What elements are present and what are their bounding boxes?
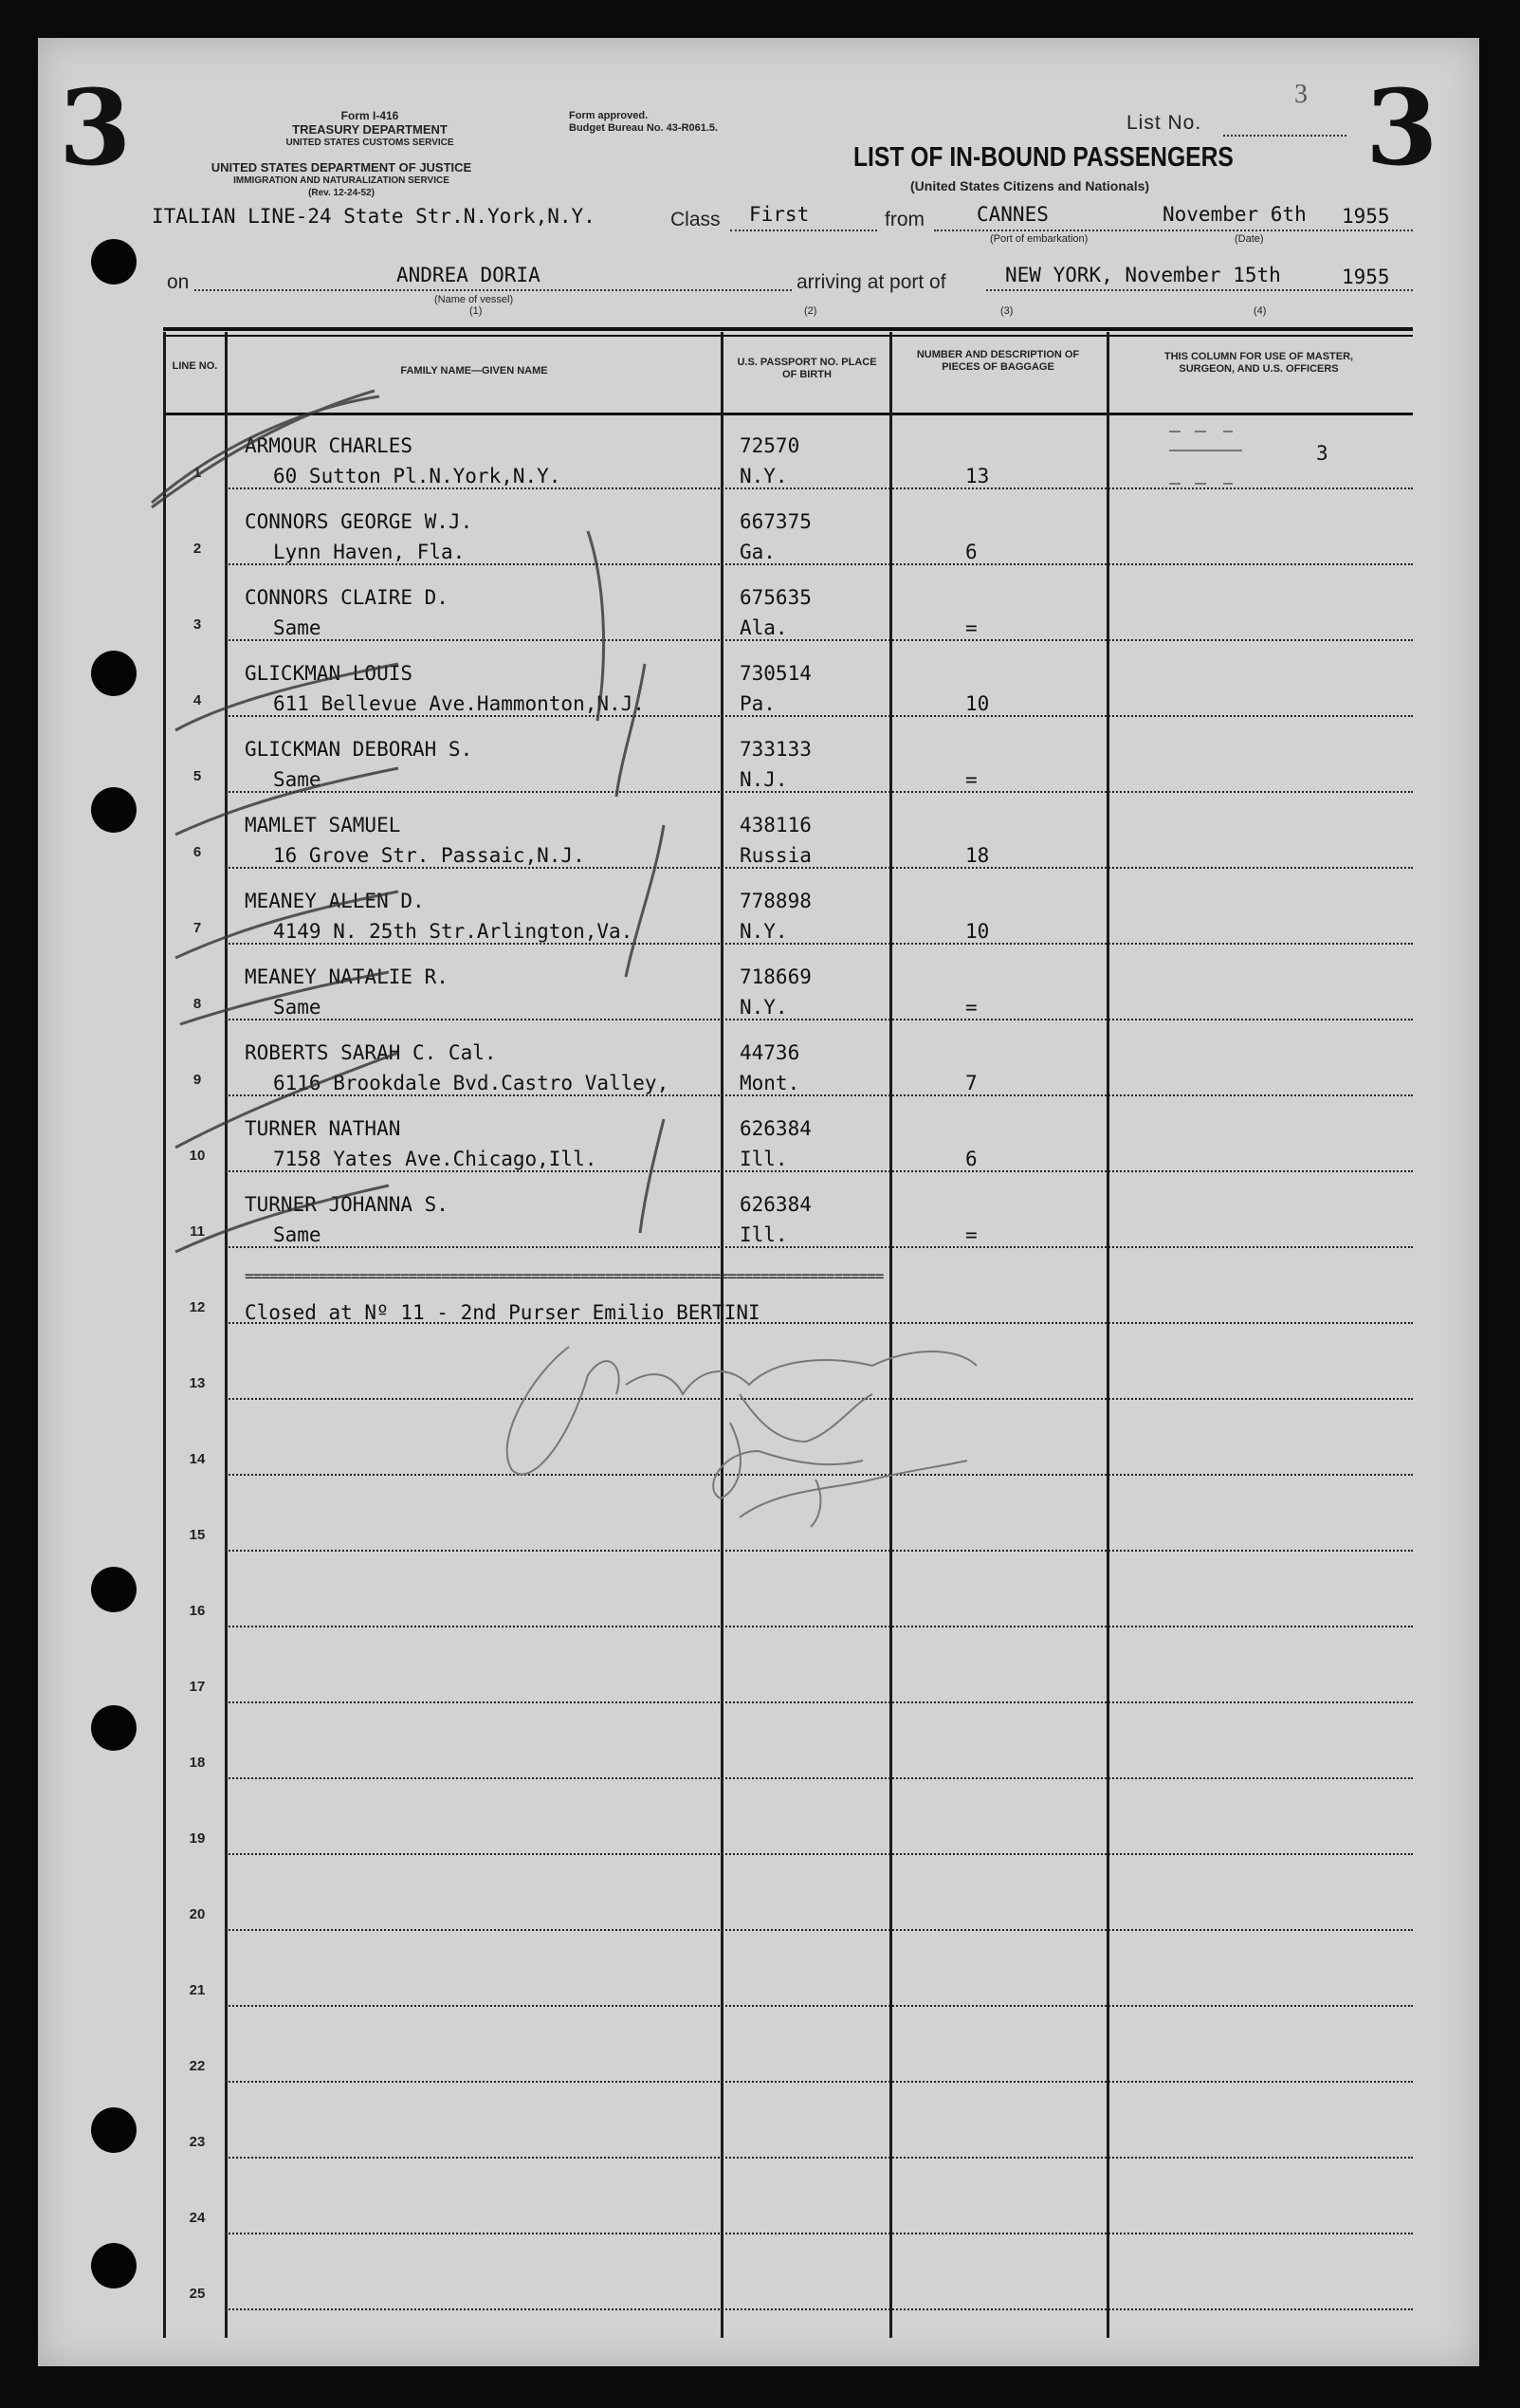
- passenger-name: TURNER JOHANNA S.: [245, 1193, 449, 1216]
- baggage-count: 10: [965, 920, 990, 943]
- baggage-count: 6: [965, 541, 978, 563]
- customs-service: UNITED STATES CUSTOMS SERVICE: [285, 138, 454, 148]
- passport-number: 730514: [740, 662, 812, 685]
- passenger-name: GLICKMAN DEBORAH S.: [245, 738, 473, 761]
- place-of-birth: N.J.: [740, 768, 788, 791]
- place-of-birth: N.Y.: [740, 996, 788, 1019]
- place-of-birth: Pa.: [740, 692, 776, 715]
- passport-number: 44736: [740, 1041, 800, 1064]
- ins-service: IMMIGRATION AND NATURALIZATION SERVICE: [233, 175, 449, 186]
- list-no-label: List No.: [1126, 112, 1202, 134]
- place-of-birth: Russia: [740, 844, 812, 867]
- passenger-address: 6116 Brookdale Bvd.Castro Valley,: [273, 1072, 669, 1094]
- line-number: 25: [189, 2286, 206, 2302]
- baggage-count: 18: [965, 844, 990, 867]
- line-number: 6: [192, 844, 202, 860]
- baggage-count: 6: [965, 1148, 978, 1170]
- baggage-count: =: [965, 1223, 978, 1246]
- place-of-birth: Ill.: [740, 1148, 788, 1170]
- line-number: 18: [189, 1755, 206, 1771]
- passport-number: 438116: [740, 814, 812, 836]
- line-number: 24: [189, 2210, 206, 2226]
- line-number: 11: [190, 1223, 205, 1240]
- form-number: Form I-416: [340, 109, 399, 122]
- page-mark-left: 3: [59, 66, 132, 189]
- form-approved: Form approved.: [569, 110, 649, 121]
- passenger-name: ARMOUR CHARLES: [245, 434, 413, 457]
- line-number: 15: [189, 1527, 206, 1543]
- passenger-address: 611 Bellevue Ave.Hammonton,N.J.: [273, 692, 645, 715]
- place-of-birth: Ala.: [740, 616, 788, 639]
- list-no-value: 3: [1294, 80, 1308, 109]
- line-number: 5: [192, 768, 202, 784]
- place-of-birth: N.Y.: [740, 465, 788, 487]
- line-number: 23: [189, 2134, 206, 2150]
- justice-dept: UNITED STATES DEPARTMENT OF JUSTICE: [211, 160, 472, 175]
- arrival-port-date: NEW YORK, November 15th: [1005, 264, 1281, 286]
- col-header-officers: THIS COLUMN FOR USE OF MASTER, SURGEON, AND U.S. OFFICERS: [1163, 351, 1354, 375]
- passenger-address: 4149 N. 25th Str.Arlington,Va.: [273, 920, 633, 943]
- passenger-name: CONNORS CLAIRE D.: [245, 586, 449, 609]
- col-header-name: FAMILY NAME—GIVEN NAME: [400, 365, 548, 377]
- line-number: 20: [189, 1906, 206, 1922]
- col4-num: (4): [1254, 305, 1267, 317]
- line-number: 19: [189, 1830, 206, 1847]
- line-number: 14: [189, 1451, 206, 1467]
- date-caption: (Date): [1235, 233, 1264, 245]
- passenger-address: Same: [273, 616, 321, 639]
- officer-mark: 3: [1316, 442, 1328, 465]
- vessel-col-num: (1): [469, 305, 483, 317]
- port-caption: (Port of embarkation): [990, 233, 1089, 245]
- passenger-name: MEANEY ALLEN D.: [245, 890, 425, 912]
- baggage-count: =: [965, 768, 978, 791]
- line-number: 13: [189, 1375, 206, 1391]
- page-mark-right: 3: [1365, 66, 1438, 189]
- from-label: from: [885, 209, 925, 230]
- line-number: 10: [189, 1148, 206, 1164]
- place-of-birth: Mont.: [740, 1072, 800, 1094]
- arrival-year: 1955: [1342, 266, 1390, 288]
- passenger-address: 60 Sutton Pl.N.York,N.Y.: [273, 465, 561, 487]
- baggage-count: 13: [965, 465, 990, 487]
- line-number: 7: [192, 920, 202, 936]
- passenger-address: Lynn Haven, Fla.: [273, 541, 466, 563]
- col-header-baggage: NUMBER AND DESCRIPTION OF PIECES OF BAGGAGE: [916, 349, 1080, 373]
- line-number: 3: [192, 616, 202, 633]
- passenger-name: TURNER NATHAN: [245, 1117, 401, 1140]
- line-number: 4: [192, 692, 202, 708]
- passenger-name: GLICKMAN LOUIS: [245, 662, 413, 685]
- line-number: 8: [192, 996, 202, 1012]
- passenger-name: MEANEY NATALIE R.: [245, 965, 449, 988]
- embark-date: November 6th: [1163, 203, 1307, 226]
- col-header-line-no: LINE NO.: [172, 360, 218, 372]
- arriving-label: arriving at port of: [797, 271, 946, 293]
- baggage-count: 10: [965, 692, 990, 715]
- line-number: 22: [189, 2058, 206, 2074]
- passport-number: 626384: [740, 1193, 812, 1216]
- passport-number: 626384: [740, 1117, 812, 1140]
- vessel-caption: (Name of vessel): [434, 294, 514, 305]
- line-number: 17: [189, 1679, 206, 1695]
- passport-number: 718669: [740, 965, 812, 988]
- form-revision: (Rev. 12-24-52): [308, 188, 375, 198]
- page-subtitle: (United States Citizens and Nationals): [910, 178, 1150, 193]
- shipping-line: ITALIAN LINE-24 State Str.N.York,N.Y.: [152, 205, 595, 228]
- embark-port: CANNES: [977, 203, 1049, 226]
- baggage-count: 7: [965, 1072, 978, 1094]
- closing-note: Closed at Nº 11 - 2nd Purser Emilio BERTINI: [245, 1301, 760, 1324]
- line-number: 12: [189, 1299, 206, 1315]
- baggage-count: =: [965, 996, 978, 1019]
- class-value: First: [749, 203, 810, 226]
- page-title: LIST OF IN-BOUND PASSENGERS: [853, 142, 1234, 173]
- line-number: 9: [192, 1072, 202, 1088]
- col-header-passport: U.S. PASSPORT NO. PLACE OF BIRTH: [737, 357, 877, 380]
- passenger-address: Same: [273, 996, 321, 1019]
- treasury-dept: TREASURY DEPARTMENT: [292, 122, 448, 137]
- line-number: 21: [189, 1982, 206, 1998]
- place-of-birth: Ga.: [740, 541, 776, 563]
- baggage-count: =: [965, 616, 978, 639]
- place-of-birth: Ill.: [740, 1223, 788, 1246]
- passport-number: 72570: [740, 434, 800, 457]
- passenger-name: MAMLET SAMUEL: [245, 814, 401, 836]
- embark-year: 1955: [1342, 205, 1390, 228]
- separator-line: ==============================================================================: [245, 1267, 884, 1285]
- place-of-birth: N.Y.: [740, 920, 788, 943]
- line-number: 1: [192, 465, 202, 481]
- passenger-address: Same: [273, 768, 321, 791]
- passenger-address: 16 Grove Str. Passaic,N.J.: [273, 844, 585, 867]
- line-number: 2: [192, 541, 202, 557]
- passenger-address: Same: [273, 1223, 321, 1246]
- budget-bureau: Budget Bureau No. 43-R061.5.: [569, 122, 719, 134]
- vessel-name: ANDREA DORIA: [396, 264, 540, 286]
- passport-number: 778898: [740, 890, 812, 912]
- line-number: 16: [189, 1603, 206, 1619]
- class-label: Class: [670, 209, 721, 230]
- passport-number: 733133: [740, 738, 812, 761]
- passenger-name: ROBERTS SARAH C. Cal.: [245, 1041, 497, 1064]
- col3-num: (3): [1000, 305, 1014, 317]
- passport-number: 675635: [740, 586, 812, 609]
- on-label: on: [167, 271, 190, 293]
- passenger-address: 7158 Yates Ave.Chicago,Ill.: [273, 1148, 597, 1170]
- passport-number: 667375: [740, 510, 812, 533]
- col2-num: (2): [804, 305, 817, 317]
- passenger-name: CONNORS GEORGE W.J.: [245, 510, 473, 533]
